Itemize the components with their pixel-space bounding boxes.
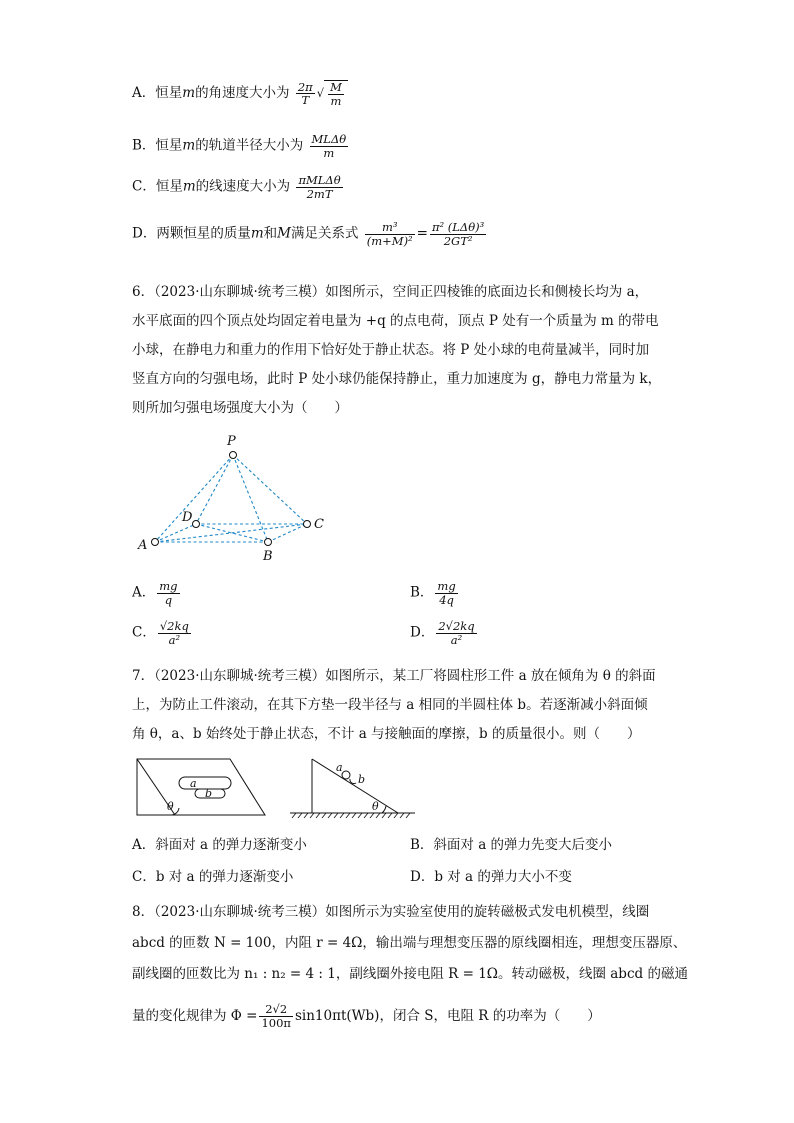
vertex-c: [304, 521, 311, 528]
label-theta-slope: θ: [372, 800, 379, 813]
q8-last-line: [132, 998, 601, 1034]
option-label: B．恒星: [132, 137, 183, 154]
pyramid-figure: [135, 430, 335, 570]
vertex-a: [152, 539, 159, 546]
label-c: C: [314, 517, 324, 532]
formula-frac: $\frac{2\pi}{T}$: [297, 79, 313, 108]
cylinder-a-slope: [342, 771, 350, 779]
q7-option-c[interactable]: C．b 对 a 的弹力逐渐变小: [132, 869, 294, 885]
q7-line: 7．（2023·山东聊城·统考三模）如图所示，某工厂将圆柱形工件 a 放在倾角为 θ 的斜面: [132, 668, 656, 684]
label-a: A: [138, 538, 148, 553]
option-var: m: [182, 178, 196, 195]
q6-line: 则所加匀强电场强度大小为（ ）: [132, 400, 348, 416]
formula-eq: =: [416, 225, 428, 242]
q5-option-a[interactable]: [132, 80, 348, 107]
q6-option-a[interactable]: [132, 580, 182, 606]
option-label: D．: [410, 624, 435, 641]
q7-option-b[interactable]: B．斜面对 a 的弹力先变大后变小: [410, 837, 613, 853]
option-text: 的角速度大小为: [195, 85, 290, 102]
q5-option-b[interactable]: [132, 133, 350, 159]
option-label: A．: [132, 584, 156, 601]
q6-option-d[interactable]: [410, 620, 479, 646]
label-p: P: [227, 434, 236, 449]
option-var: m: [182, 137, 196, 154]
label-b: B: [263, 549, 273, 564]
q7-option-a[interactable]: A．斜面对 a 的弹力逐渐变小: [132, 837, 307, 853]
vertex-p: [230, 452, 237, 459]
edge-pa: [155, 455, 233, 542]
q6-line: 竖直方向的匀强电场，此时 P 处小球仍能保持静止，重力加速度为 g，静电力常量为 k，: [132, 371, 662, 387]
q5-option-c[interactable]: [132, 174, 345, 200]
option-label: C．恒星: [132, 178, 183, 195]
q6-line: 水平底面的四个顶点处均固定着电量为 +q 的点电荷，顶点 P 处有一个质量为 m 的带电: [132, 313, 659, 329]
formula-frac: $\frac{√2kq}{\text{a²}}$: [159, 619, 189, 647]
q8-stem: [132, 897, 688, 990]
label-d: D: [182, 510, 193, 525]
formula-frac: $\frac{\text{MLΔθ}}{m}$: [311, 132, 347, 160]
option-var: m: [250, 225, 264, 242]
formula-frac: $\frac{\text{π² (LΔθ)³}}{\text{2GT²}}$: [431, 220, 485, 248]
option-text: 的线速度大小为: [195, 178, 291, 195]
slope-hypotenuse: [312, 759, 398, 813]
formula-frac: $\frac{\text{πMLΔθ}}{2mT}$: [298, 173, 341, 201]
option-text: 满足关系式: [290, 225, 359, 242]
option-mid: 和: [263, 225, 278, 242]
label-a-tray: a: [190, 777, 197, 790]
label-b-slope: b: [358, 773, 366, 786]
q7-line: 角 θ，a、b 始终处于静止状态，不计 a 与接触面的摩擦，b 的质量很小。则（ ）: [132, 726, 641, 742]
q7-stem: [132, 662, 656, 749]
edge-pc: [233, 455, 307, 524]
option-label: D．两颗恒星的质量: [132, 225, 251, 242]
ground-hatch: [292, 813, 410, 818]
q8-line: 8．（2023·山东聊城·统考三模）如图所示为实验室使用的旋转磁极式发电机模型，线圈: [132, 904, 650, 920]
option-label: B．: [410, 584, 434, 601]
q7-line: 上，为防止工件滚动，在其下方垫一段半径与 a 相同的半圆柱体 b。若逐渐减小斜面倾: [132, 697, 648, 713]
formula-frac: $\frac{2√2}{100\pi}$: [261, 1002, 291, 1030]
vertex-d: [193, 521, 200, 528]
formula-frac: $\frac{mg}{q}$: [159, 579, 178, 607]
formula-frac: $\frac{\text{m³}}{\text{(m+M)²}}$: [366, 220, 413, 248]
slope-figure: [290, 755, 420, 820]
option-label: A．恒星: [132, 85, 183, 102]
angle-arc-slope: [382, 806, 386, 813]
option-text: 的轨道半径大小为: [195, 137, 304, 154]
formula-sqrt: √ $\frac{M}{m}$: [317, 80, 348, 107]
option-var: m: [182, 85, 196, 102]
edge-ac: [155, 524, 307, 542]
q5-option-d[interactable]: [132, 221, 488, 247]
q8-pre: 量的变化规律为 Φ =: [132, 1008, 258, 1024]
q6-line: 6．（2023·山东聊城·统考三模）如图所示，空间正四棱锥的底面边长和侧棱长均为 a，: [132, 284, 649, 300]
q8-line: 副线圈的匝数比为 n₁ : n₂ = 4 : 1，副线圈外接电阻 R = 1Ω。转动磁极，线圈 abcd 的磁通: [132, 966, 688, 982]
edge-pb: [233, 455, 268, 542]
label-a-slope: a: [336, 761, 343, 774]
q8-post: sin10πt(Wb)，闭合 S，电阻 R 的功率为（ ）: [294, 1008, 601, 1024]
label-b-tray: b: [205, 787, 213, 800]
option-var2: M: [277, 225, 291, 242]
q6-line: 小球，在静电力和重力的作用下恰好处于静止状态。将 P 处小球的电荷量减半，同时加: [132, 342, 650, 358]
vertex-b: [265, 539, 272, 546]
incline-tray-figure: [135, 755, 270, 820]
formula-frac: $\frac{2√2kq}{\text{a²}}$: [438, 619, 475, 647]
q7-option-d[interactable]: D．b 对 a 的弹力大小不变: [410, 869, 572, 885]
formula-frac: $\frac{mg}{4q}$: [437, 579, 456, 607]
q8-line: abcd 的匝数 N = 100，内阻 r = 4Ω，输出端与理想变压器的原线圈相连，理想变压器原、: [132, 935, 687, 951]
edge-ad: [155, 524, 196, 542]
q6-option-c[interactable]: [132, 620, 193, 646]
option-label: C．: [132, 624, 156, 641]
label-theta-tray: θ: [167, 800, 174, 813]
q6-option-b[interactable]: [410, 580, 460, 606]
q6-stem: [132, 278, 661, 423]
